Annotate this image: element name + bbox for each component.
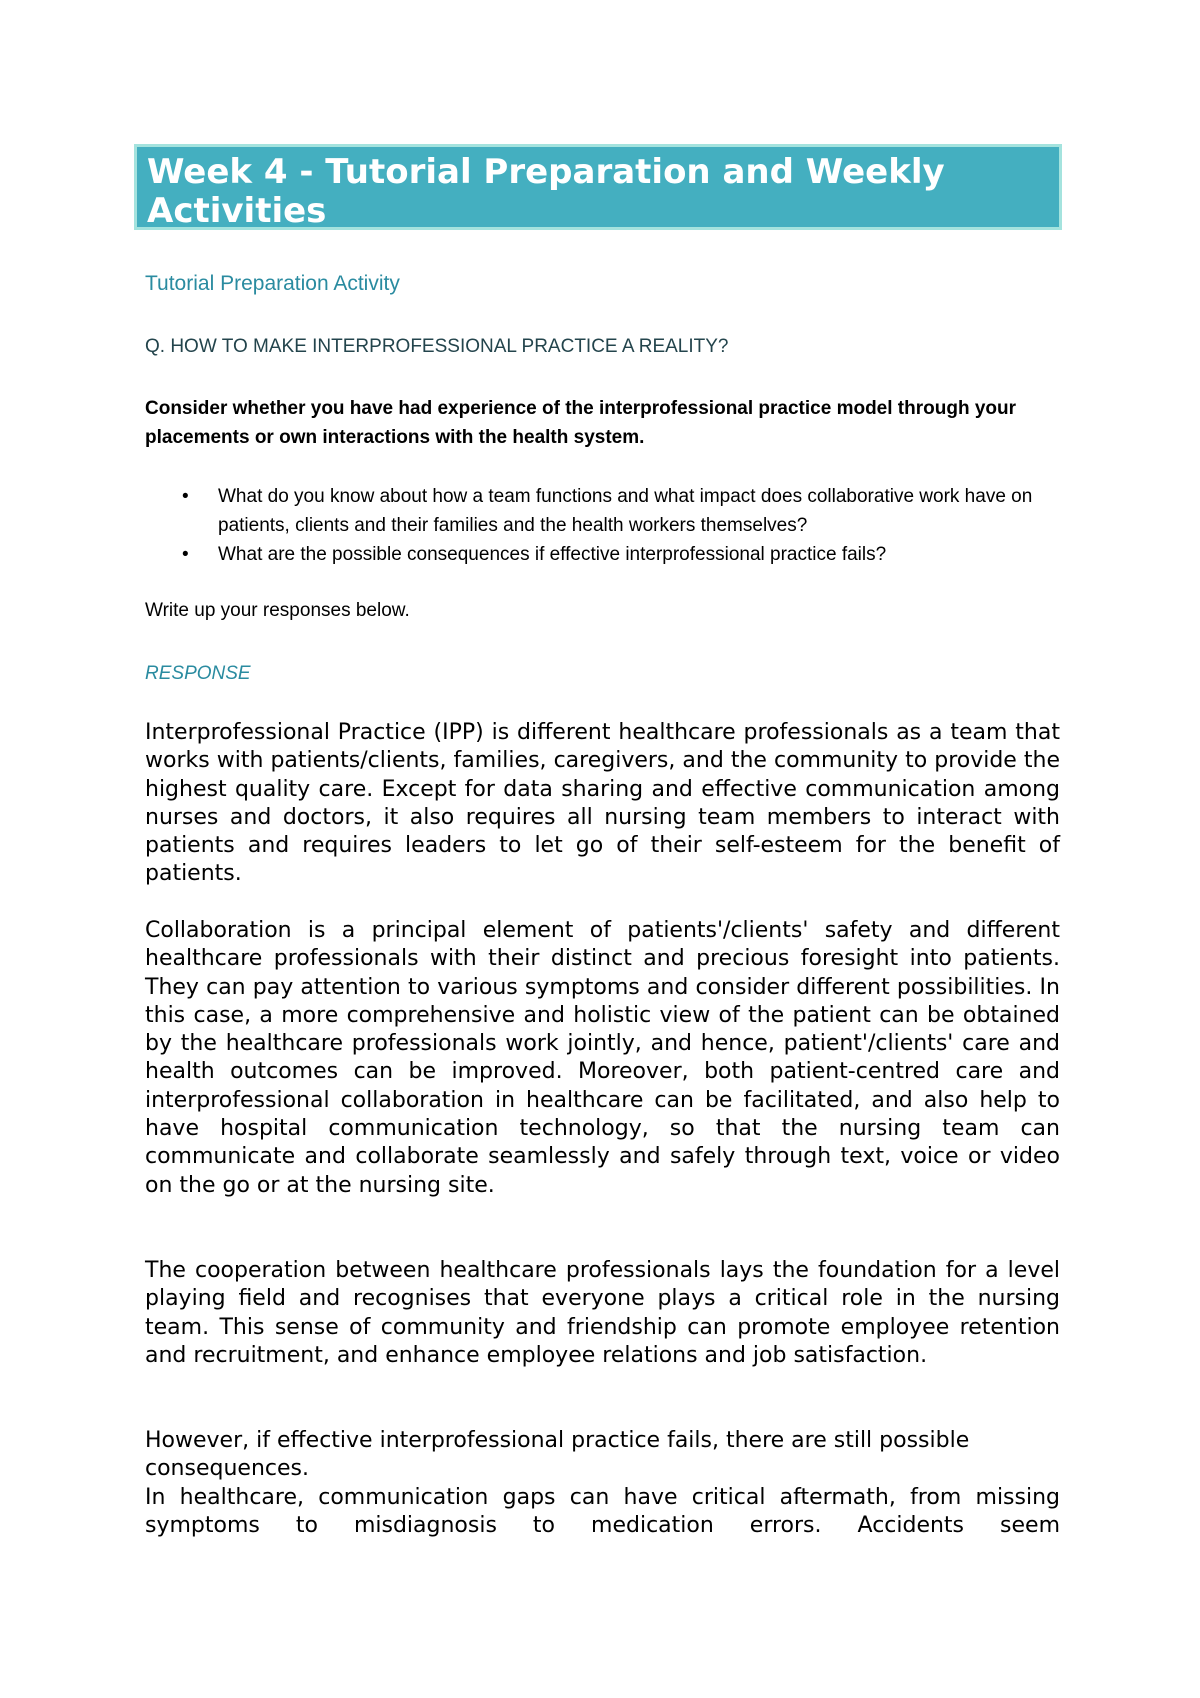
question-heading: Q. HOW TO MAKE INTERPROFESSIONAL PRACTICE A REALITY? (145, 336, 729, 357)
bullet-text: What are the possible consequences if effective interprofessional practice fails? (218, 544, 887, 565)
response-paragraph: In healthcare, communication gaps can have critical aftermath, from missing symptoms to misdiagnosis to medication errors. Accidents seem (145, 1485, 1060, 1539)
list-item (145, 482, 1075, 540)
bullet-text: What do you know about how a team functions and what impact does collaborative work have on patients, clients and their families and the health workers themselves? (218, 486, 1033, 536)
prompt-bullet-list (145, 482, 1075, 569)
page-title: Week 4 - Tutorial Preparation and Weekly Activities (147, 152, 945, 231)
response-paragraph: The cooperation between healthcare professionals lays the foundation for a level playing field and recognises that everyone plays a critical role in the nursing team. This sense of community and friendship can promote employee retention and recruitment, and enhance employee relations and job satisfaction. (145, 1258, 1060, 1368)
title-banner (134, 144, 1062, 230)
bullet-icon: • (182, 544, 189, 565)
write-up-instruction: Write up your responses below. (145, 600, 410, 621)
list-item (145, 540, 1075, 569)
bullet-icon: • (182, 486, 189, 507)
section-subheading: Tutorial Preparation Activity (145, 272, 400, 295)
consider-prompt: Consider whether you have had experience of the interprofessional practice model through your placements or own interactions with the health system. (145, 398, 1017, 448)
response-paragraph: Collaboration is a principal element of patients'/clients' safety and different healthcare professionals with their distinct and precious foresight into patients. They can pay attention to various symptoms and consider different possibilities. In this case, a more comprehensive and holistic view of the patient can be obtained by the healthcare professionals work jointly, and hence, patient'/clients' care and health outcomes can be improved. Moreover, both patient-centred care and interprofessional collaboration in healthcare can be facilitated, and also help to have hospital communication technology, so that the nursing team can communicate and collaborate seamlessly and safely through text, voice or video on the go or at the nursing site. (145, 918, 1060, 1198)
response-label: RESPONSE (145, 663, 251, 684)
response-paragraph: However, if effective interprofessional practice fails, there are still possible consequences. (145, 1428, 970, 1482)
response-paragraph: Interprofessional Practice (IPP) is different healthcare professionals as a team that works with patients/clients, families, caregivers, and the community to provide the highest quality care. Except for data sharing and effective communication among nurses and doctors, it also requires all nursing team members to interact with patients and requires leaders to let go of their self-esteem for the benefit of patients. (145, 720, 1060, 887)
